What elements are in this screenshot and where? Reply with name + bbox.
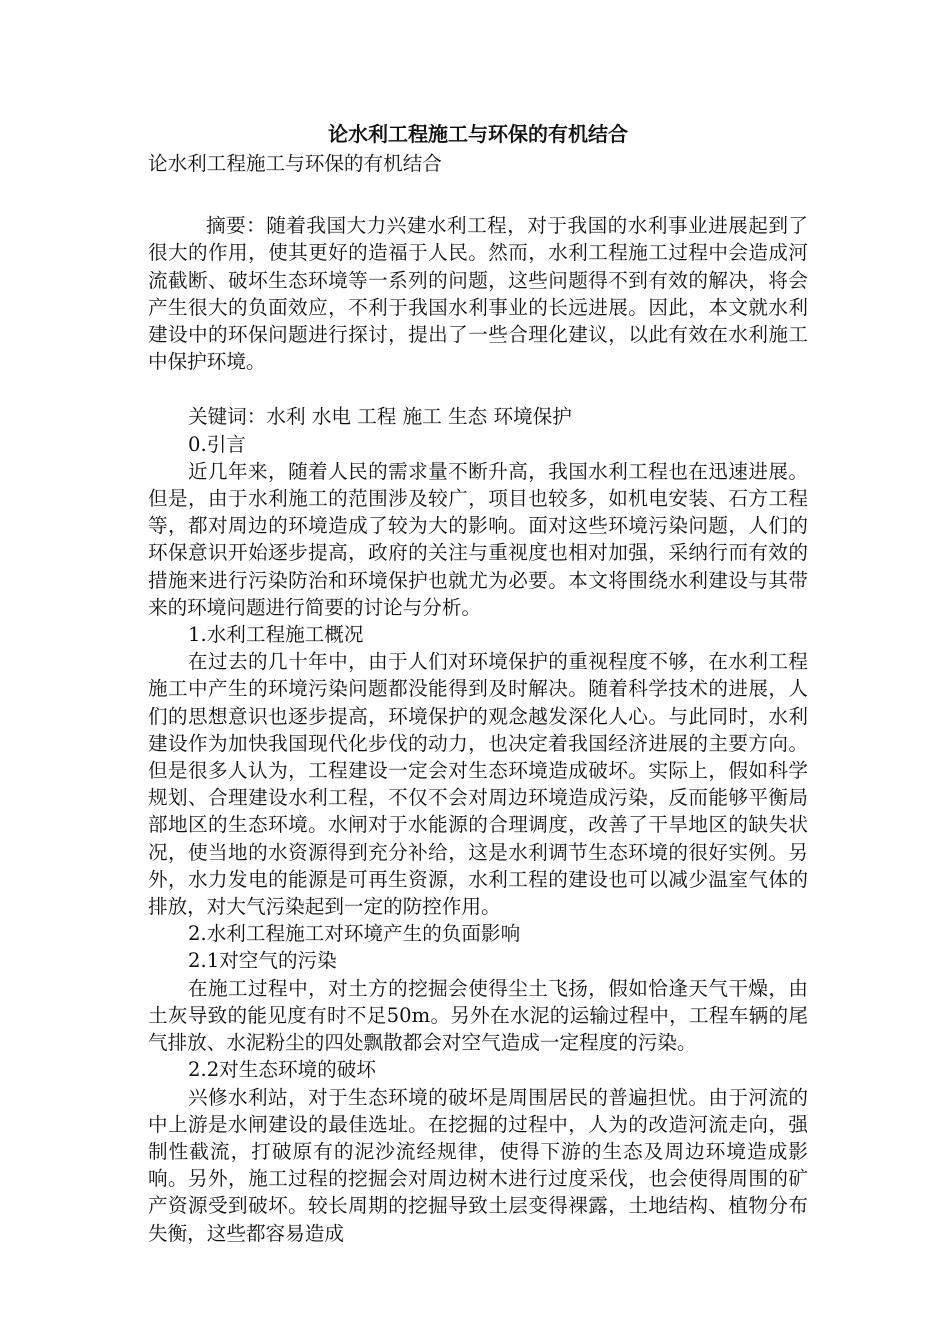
abstract-paragraph: 摘要：随着我国大力兴建水利工程，对于我国的水利事业进展起到了很大的作用，使其更好的造福于人民。然而，水利工程施工过程中会造成河流截断、破坏生态环境等一系列的问题，这些问题得不到有效的解决，将会产生很大的负面效应，不利于我国水利事业的长远进展。因此，本文就水利建设中的环保问题进行探讨，提出了一些合理化建议，以此有效在水利施工中保护环境。 bbox=[148, 214, 808, 374]
section-heading-air-pollution: 2.1对空气的污染 bbox=[188, 949, 337, 973]
body-paragraph: 在施工过程中，对土方的挖掘会使得尘土飞扬，假如恰逢天气干燥，由土灰导致的能见度有时不足50m。另外在水泥的运输过程中，工程车辆的尾气排放、水泥粉尘的四处飘散都会对空气造成一定程度的污染。 bbox=[148, 976, 808, 1055]
section-heading-overview: 1.水利工程施工概况 bbox=[188, 623, 364, 647]
document-page bbox=[148, 118, 808, 1247]
section-heading-ecology-damage: 2.2对生态环境的破坏 bbox=[188, 1058, 376, 1082]
document-title: 论水利工程施工与环保的有机结合 bbox=[328, 122, 628, 146]
keywords-line: 关键词：水利 水电 工程 施工 生态 环境保护 bbox=[188, 405, 572, 429]
body-paragraph: 近几年来，随着人民的需求量不断升高，我国水利工程也在迅速进展。但是，由于水利施工的范围涉及较广，项目也较多，如机电安装、石方工程等，都对周边的环境造成了较为大的影响。面对这些环境污染问题，人们的环保意识开始逐步提高，政府的关注与重视度也相对加强，采纳行而有效的措施来进行污染防治和环境保护也就尤为必要。本文将围绕水利建设与其带来的环境问题进行简要的讨论与分析。 bbox=[148, 459, 808, 619]
document-subtitle: 论水利工程施工与环保的有机结合 bbox=[148, 152, 442, 175]
section-heading-negative-impacts: 2.水利工程施工对环境产生的负面影响 bbox=[188, 922, 521, 946]
section-heading-introduction: 0.引言 bbox=[188, 432, 246, 456]
body-paragraph: 在过去的几十年中，由于人们对环境保护的重视程度不够，在水利工程施工中产生的环境污染问题都没能得到及时解决。随着科学技术的进展，人们的思想意识也逐步提高，环境保护的观念越发深化人心。与此同时，水利建设作为加快我国现代化步伐的动力，也决定着我国经济进展的主要方向。但是很多人认为，工程建设一定会对生态环境造成破坏。实际上，假如科学规划、合理建设水利工程，不仅不会对周边环境造成污染，反而能够平衡局部地区的生态环境。水闸对于水能源的合理调度，改善了干旱地区的缺失状况，使当地的水资源得到充分补给，这是水利调节生态环境的很好实例。另外，水力发电的能源是可再生资源，水利工程的建设也可以减少温室气体的排放，对大气污染起到一定的防控作用。 bbox=[148, 650, 808, 919]
body-paragraph: 兴修水利站，对于生态环境的破坏是周围居民的普遍担忧。由于河流的中上游是水闸建设的最佳选址。在挖掘的过程中，人为的改造河流走向，强制性截流，打破原有的泥沙流经规律，使得下游的生态及周边环境造成影响。另外，施工过程的挖掘会对周边树木进行过度采伐，也会使得周围的矿产资源受到破坏。较长周期的挖掘导致土层变得裸露，土地结构、植物分布失衡，这些都容易造成 bbox=[148, 1085, 808, 1245]
